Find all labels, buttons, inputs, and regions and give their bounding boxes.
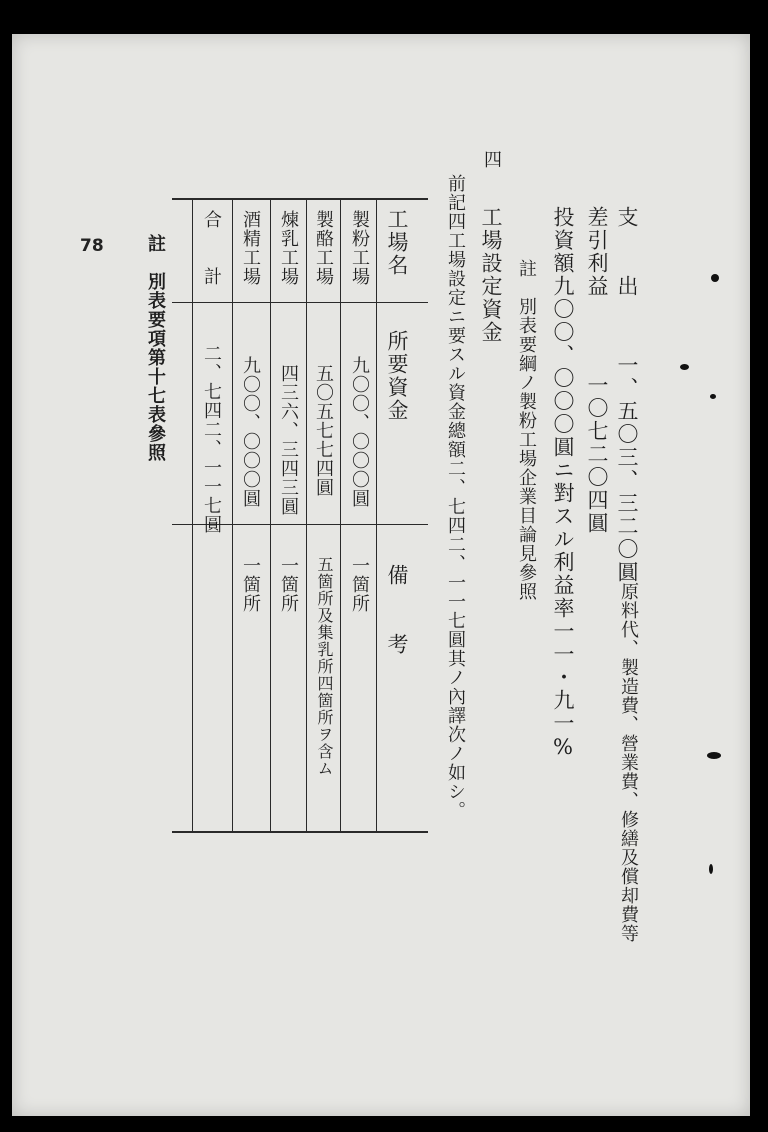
table-column-divider	[172, 302, 428, 303]
table-row-factory: 製酪工場	[313, 210, 334, 286]
scan-speck	[711, 274, 719, 282]
scan-speck	[707, 752, 721, 759]
profit-label: 差引利益	[585, 206, 609, 298]
expense-label: 支 出	[615, 206, 639, 298]
table-bottom-border	[172, 831, 428, 833]
profit-amount: 一〇七二〇四圓	[585, 374, 609, 535]
table-row-factory: 製粉工場	[349, 210, 370, 286]
table-top-border	[172, 198, 428, 200]
table-row-divider	[376, 198, 377, 831]
table-header-remarks: 備 考	[385, 564, 409, 656]
table-row-remarks: 一箇所	[278, 556, 299, 613]
document-page	[12, 34, 750, 1116]
table-row-divider	[232, 198, 233, 831]
table-header-funds: 所要資金	[385, 330, 409, 422]
table-row-divider	[270, 198, 271, 831]
table-header-factory: 工場名	[385, 208, 409, 277]
income-note: 註 別表要綱ノ製粉工場企業目論見參照	[516, 259, 537, 601]
profit-ratio-line: 投資額九〇〇、〇〇〇圓ニ對スル利益率一一・九一%	[551, 206, 575, 761]
table-row-divider	[192, 198, 193, 831]
expense-amount: 一、五〇三、三二〇圓	[615, 354, 639, 584]
section-number: 四	[481, 150, 502, 169]
table-row-remarks: 一箇所	[349, 556, 370, 613]
table-row-funds: 五〇五七七四圓	[313, 364, 334, 497]
section-summary: 前記四工場設定ニ要スル資金總額二、七四二、一一七圓其ノ內譯次ノ如シ。	[445, 174, 466, 820]
table-row-divider	[306, 198, 307, 831]
section-title: 工場設定資金	[479, 206, 503, 344]
table-row-funds: 九〇〇、〇〇〇圓	[349, 356, 370, 508]
expense-detail: 原料代、製造費、營業費、修繕及償却費等	[618, 582, 639, 943]
scan-speck	[680, 364, 689, 370]
table-row-factory: 酒精工場	[240, 210, 261, 286]
table-row-remarks: 五箇所及集乳所四箇所ヲ含ム	[315, 556, 334, 777]
table-total-label: 合 計	[201, 210, 222, 286]
table-row-funds: 九〇〇、〇〇〇圓	[240, 356, 261, 508]
table-total-funds: 二、七四二、一一七圓	[201, 344, 222, 534]
footnote: 註 別表要項第十七表參照	[145, 234, 166, 462]
scan-speck	[709, 864, 713, 874]
scan-speck	[710, 394, 716, 399]
table-row-remarks: 一箇所	[240, 556, 261, 613]
table-row-divider	[340, 198, 341, 831]
table-row-factory: 煉乳工場	[278, 210, 299, 286]
table-row-funds: 四三六、三四三圓	[278, 364, 299, 516]
page-number: 78	[80, 236, 104, 256]
